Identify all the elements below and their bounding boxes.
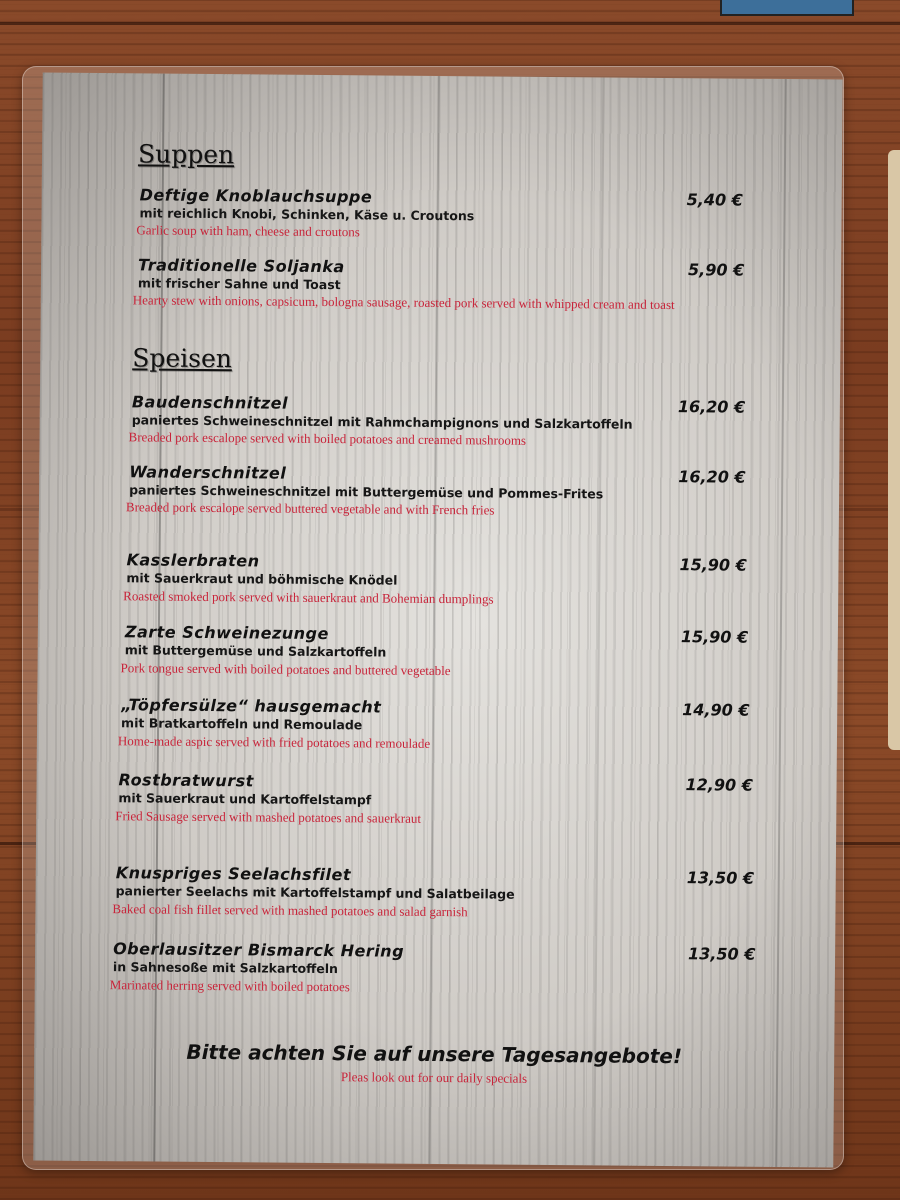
item-english: Marinated herring served with boiled potatoes: [109, 977, 350, 995]
section-heading-suppen: Suppen: [137, 139, 235, 170]
item-price: 14,90 €: [682, 700, 750, 720]
item-name: Baudenschnitzel: [131, 392, 289, 413]
menu-item: [42, 185, 842, 240]
item-price: 16,20 €: [678, 467, 746, 487]
item-description: mit reichlich Knobi, Schinken, Käse u. Croutons: [139, 205, 475, 224]
menu-item: [38, 622, 838, 679]
item-price: 13,50 €: [686, 868, 755, 888]
item-price: 5,90 €: [687, 260, 745, 280]
daily-specials-english: Pleas look out for our daily specials: [340, 1069, 528, 1086]
item-english: Pork tongue served with boiled potatoes and buttered vegetable: [120, 660, 451, 679]
item-price: 13,50 €: [688, 944, 756, 964]
item-name: Zarte Schweinezunge: [124, 622, 329, 644]
menu-content: [33, 73, 842, 1168]
item-english: Breaded pork escalope served with boiled potatoes and creamed mushrooms: [128, 429, 527, 448]
item-description: panierter Seelachs mit Kartoffelstampf und Salatbeilage: [115, 883, 515, 902]
table-plank-seam: [0, 22, 900, 25]
blue-object: [720, 0, 854, 16]
daily-specials-note: Bitte achten Sie auf unsere Tagesangebote!: [186, 1039, 683, 1069]
item-english: Home-made aspic served with fried potatoes and remoulade: [117, 733, 431, 751]
item-english: Hearty stew with onions, capsicum, bologna sausage, roasted pork served with whipped cream and toast: [132, 292, 675, 313]
item-english: Baked coal fish fillet served with mashed potatoes and salad garnish: [112, 901, 468, 920]
menu-item: [37, 695, 837, 751]
item-price: 16,20 €: [677, 397, 746, 417]
item-description: paniertes Schweineschnitzel mit Buttergemüse und Pommes-Frites: [129, 482, 604, 502]
menu-item: [39, 462, 839, 518]
item-description: paniertes Schweineschnitzel mit Rahmchampignons und Salzkartoffeln: [131, 412, 633, 432]
menu-item: [39, 550, 839, 607]
item-description: mit frischer Sahne und Toast: [137, 275, 341, 293]
item-description: mit Sauerkraut und böhmische Knödel: [126, 570, 398, 588]
item-name: Traditionelle Soljanka: [138, 255, 345, 277]
item-name: Knuspriges Seelachsfilet: [115, 863, 352, 885]
item-price: 12,90 €: [685, 775, 753, 795]
item-price: 15,90 €: [679, 555, 747, 575]
menu-item: [40, 392, 840, 448]
item-english: Garlic soup with ham, cheese and croutons: [136, 222, 360, 240]
menu-card: [33, 73, 842, 1168]
menu-item: [37, 770, 837, 826]
menu-item: [35, 938, 835, 995]
section-heading-speisen: Speisen: [132, 343, 233, 374]
wooden-board-edge: [888, 150, 900, 750]
item-description: mit Buttergemüse und Salzkartoffeln: [124, 642, 387, 660]
item-description: in Sahnesoße mit Salzkartoffeln: [112, 959, 339, 977]
item-english: Fried Sausage served with mashed potatoes and sauerkraut: [115, 808, 422, 826]
menu-item: [41, 255, 841, 313]
item-description: mit Bratkartoffeln und Remoulade: [121, 715, 363, 733]
item-english: Breaded pork escalope served buttered vegetable and with French fries: [125, 499, 495, 518]
item-name: Oberlausitzer Bismarck Hering: [113, 939, 405, 961]
item-name: Kasslerbraten: [126, 550, 260, 571]
item-name: Wanderschnitzel: [129, 462, 287, 483]
menu-item: [36, 863, 836, 920]
item-price: 5,40 €: [686, 190, 743, 210]
item-english: Roasted smoked pork served with sauerkraut and Bohemian dumplings: [123, 588, 494, 607]
item-name: „Töpfersülze“ hausgemacht: [121, 695, 382, 717]
item-price: 15,90 €: [680, 627, 749, 647]
item-description: mit Sauerkraut und Kartoffelstampf: [118, 790, 372, 808]
item-name: Deftige Knoblauchsuppe: [139, 185, 373, 207]
item-name: Rostbratwurst: [118, 770, 254, 791]
